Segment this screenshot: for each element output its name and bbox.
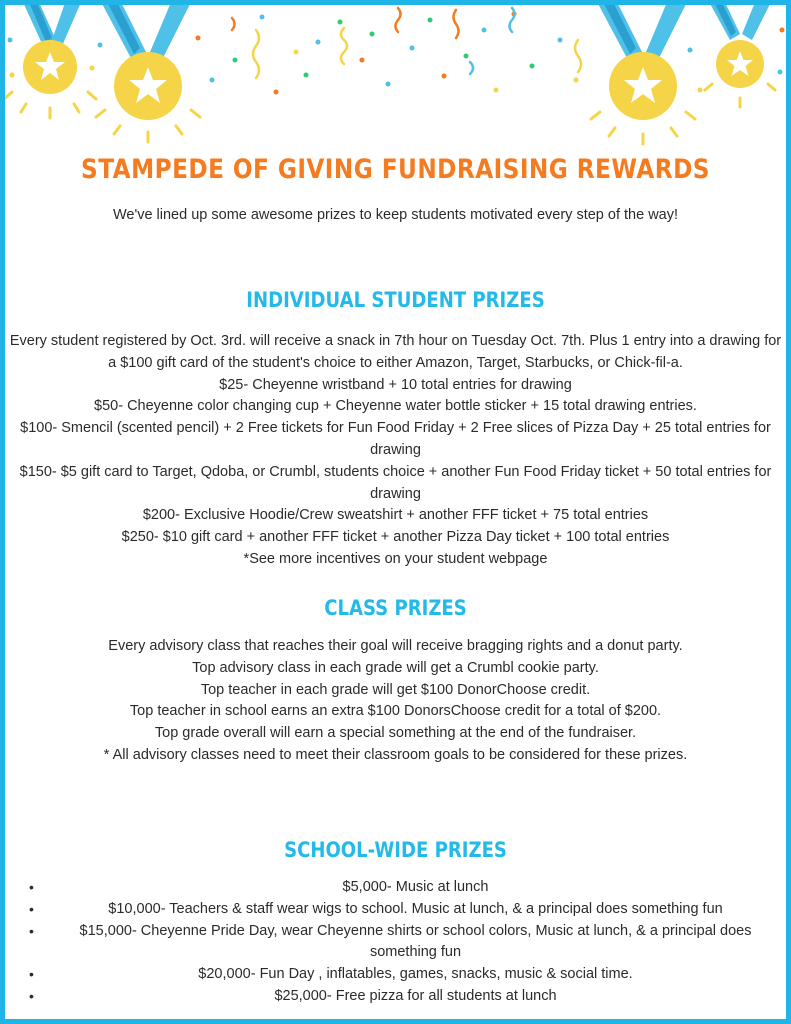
class-prize-line: Top advisory class in each grade will get a Crumbl cookie party. (192, 659, 599, 676)
school-prize-text: $5,000- Music at lunch (342, 879, 489, 895)
list-item (0, 986, 791, 1008)
bullet-icon: • (29, 966, 34, 983)
school-prizes-list (0, 877, 791, 1008)
page-title: STAMPEDE OF GIVING FUNDRAISING REWARDS (81, 154, 710, 185)
individual-prize-line: $250- $10 gift card + another FFF ticket + another Pizza Day ticket + 100 total entries (121, 529, 670, 546)
medals-confetti-decoration (0, 0, 791, 150)
list-item (0, 964, 791, 986)
school-prize-text: $20,000- Fun Day , inflatables, games, snacks, music & social time. (198, 966, 633, 983)
individual-prize-line: $150- $5 gift card to Target, Qdoba, or Crumbl, students choice + another Fun Food Friday ticket + 50 total entries for drawing (19, 463, 772, 502)
class-prizes-heading: CLASS PRIZES (324, 596, 467, 620)
class-prize-line: Top grade overall will earn a special something at the end of the fundraiser. (154, 725, 637, 742)
confetti-streamers (232, 8, 581, 78)
individual-prize-line: $100- Smencil (scented pencil) + 2 Free tickets for Fun Food Friday + 2 Free slices of Pizza Day + 25 total entries for drawing (20, 420, 771, 458)
list-item (0, 921, 791, 965)
individual-prize-line: $50- Cheyenne color changing cup + Cheyenne water bottle sticker + 15 total drawing entries. (94, 398, 697, 415)
list-item (0, 899, 791, 921)
school-prizes-heading: SCHOOL-WIDE PRIZES (284, 838, 507, 862)
individual-prize-line: $200- Exclusive Hoodie/Crew sweatshirt + another FFF ticket + 75 total entries (142, 507, 649, 524)
individual-prizes-heading: INDIVIDUAL STUDENT PRIZES (246, 288, 545, 312)
page-subtitle: We've lined up some awesome prizes to keep students motivated every step of the way! (112, 207, 679, 223)
class-prize-line: * All advisory classes need to meet their classroom goals to be considered for these prizes. (103, 746, 688, 763)
school-prize-text: $25,000- Free pizza for all students at lunch (274, 987, 557, 1004)
individual-prizes-section (8, 331, 783, 571)
individual-prize-line: *See more incentives on your student webpage (243, 550, 548, 567)
bullet-icon: • (29, 987, 34, 1004)
bullet-icon: • (29, 922, 34, 939)
bullet-icon: • (29, 900, 34, 917)
individual-prize-line: Every student registered by Oct. 3rd. will receive a snack in 7th hour on Tuesday Oct. 7th. Plus 1 entry into a drawing for a $100 gift card of the student's choice to either Amazon, Target, Starbucks, or Chick-fil-a. (9, 333, 782, 371)
medal-icon (591, 0, 695, 144)
bullet-icon: • (29, 879, 34, 895)
medal-icon (4, 0, 96, 118)
class-prize-line: Every advisory class that reaches their goal will receive bragging rights and a donut party. (108, 638, 683, 654)
medal-icon (705, 0, 775, 107)
class-prizes-section (8, 636, 783, 767)
school-prize-text: $15,000- Cheyenne Pride Day, wear Cheyenne shirts or school colors, Music at lunch, & a principal does something fun (79, 922, 752, 961)
class-prize-line: Top teacher in each grade will get $100 DonorChoose credit. (200, 681, 591, 698)
individual-prize-line: $25- Cheyenne wristband + 10 total entries for drawing (219, 376, 572, 393)
medal-icon (96, 0, 200, 142)
school-prize-text: $10,000- Teachers & staff wear wigs to school. Music at lunch, & a principal does something fun (108, 900, 723, 917)
list-item (0, 877, 791, 899)
class-prize-line: Top teacher in school earns an extra $100 DonorsChoose credit for a total of $200. (129, 703, 662, 720)
